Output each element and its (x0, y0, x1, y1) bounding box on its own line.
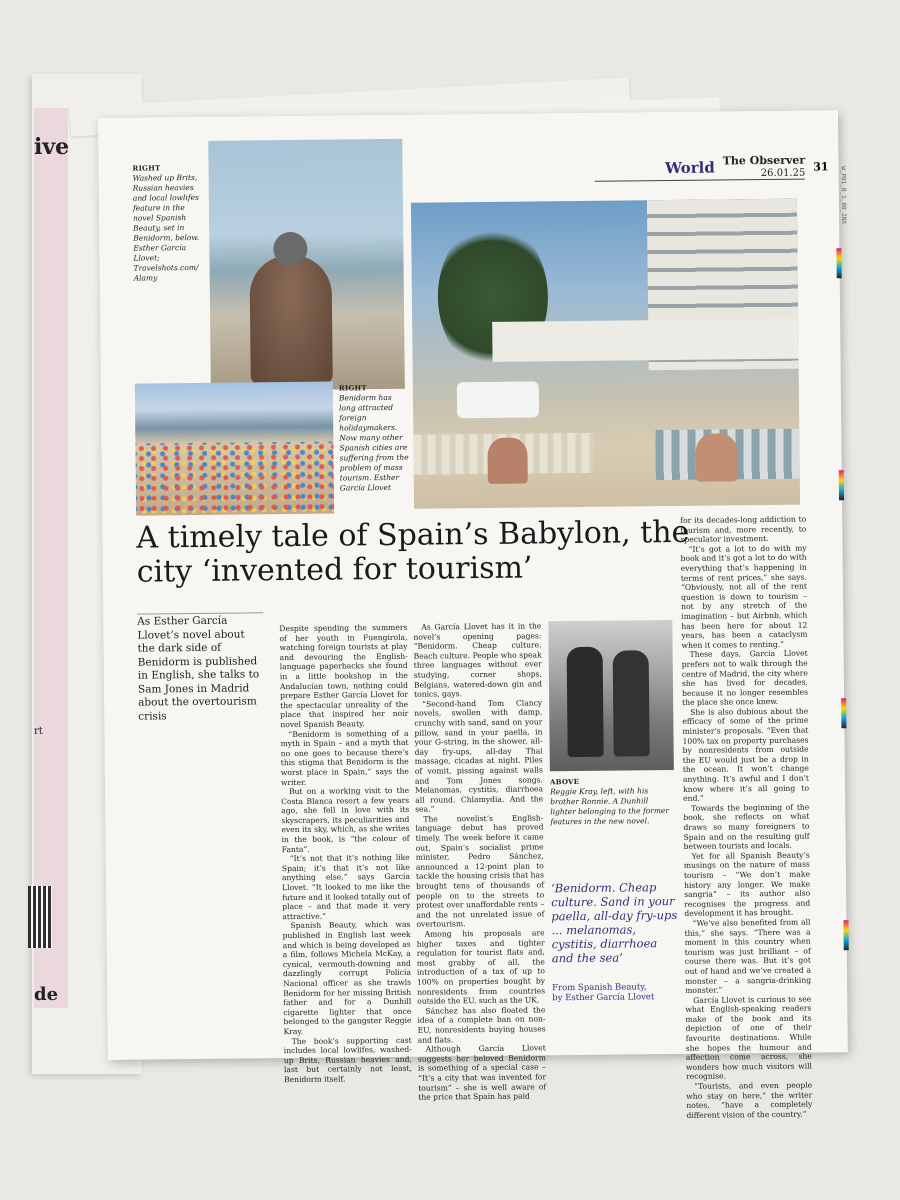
masthead (723, 154, 806, 180)
paragraph: But on a working visit to the Costa Blanca resort a few years ago, she fell in love with its skyscrapers, its peculiarities and even its sky, which, as she writes in the book, is “the colour of Fanta”. (281, 785, 410, 854)
back-page-fragment: de (34, 984, 59, 1005)
qr-code (28, 886, 52, 948)
paragraph: “Benidorm is something of a myth in Spain – and a myth that no one goes to because there’s this stigma that Benidorm is the worst place in Spain,” says the writer. (280, 728, 409, 787)
back-page-fragment: rt (34, 726, 43, 737)
reggie-kray-figure (567, 647, 604, 757)
standfirst: As Esther García Llovet’s novel about the dark side of Benidorm is published in English, she talks to Sam Jones in Madrid about the overtourism crisis (137, 614, 260, 723)
paragraph: Spanish Beauty, which was published in English last week and which is being developed as a film, follows Michela McKay, a cynical, vermouth-downing and dazzlingly corrupt Policía Nacional officer as she trawls Benidorm for her missing British father and for a Dunhill cigarette lighter that once belonged to the gangster Reggie Kray. (282, 920, 412, 1037)
article-column-4 (680, 515, 812, 1121)
paragraph: “Second-hand Tom Clancy novels, swollen with damp, crunchy with sand, sand on your pillow, sand in your paella, in your G-string, in the shower, all-day fry-ups, all-day Thai massage, cicadas at night. Piles of vomit, pissing against walls and Tom Jones songs. Melanomas, cystitis, diarrhoea all round. Chlamydia. And the sea.” (414, 698, 544, 814)
issue-date: 26.01.25 (760, 167, 806, 179)
photo-caption-kray (550, 776, 675, 827)
paragraph: Despite spending the summers of her youth in Fuengirola, watching foreign tourists at play and devouring the English-language paperbacks she found in a little bookshop in the Andalucían town, nothing could prepare Esther García Llovet for the spectacular unreality of the place that inspired her noir novel Spanish Beauty. (279, 622, 409, 730)
photo-benidorm-street (411, 199, 800, 509)
paragraph: Yet for all Spanish Beauty’s musings on the nature of mass tourism – “We don’t make history any longer. We make sangria” – its author also recognises the progress and development it has brought. (683, 850, 811, 919)
paragraph: Towards the beginning of the book, she reflects on what draws so many foreigners to Spain and on the resulting gulf between tourists and locals. (683, 802, 810, 852)
pull-quote: ‘Benidorm. Cheap culture. Sand in your paella, all-day fry-ups ... melanomas, cystitis, diarrhoea and the sea’ (551, 880, 678, 966)
paragraph: Among his proposals are higher taxes and tighter regulation for tourist flats and, most grabby of all, the introduction of a tax of up to 100% on properties bought by nonresidents from countries outside the EU, such as the UK. (416, 928, 546, 1006)
pull-quote-source-prefix: From Spanish Beauty, (552, 982, 647, 994)
white-van (457, 381, 539, 418)
sunbather-figure (249, 255, 332, 386)
back-page-strip (34, 108, 68, 1008)
photo-kray-brothers (548, 620, 674, 771)
paragraph: The novelist’s English-language debut has proved timely. The week before it came out, Spain’s socialist prime minister, Pedro Sánchez, announced a 12-point plan to tackle the housing crisis that has brought tens of thousands of people on to the streets to protest over unaffordable rents – and the not unrelated issue of overtourism. (415, 813, 545, 930)
paragraph: García Llovet is curious to see what English-speaking readers make of the book and its depiction of one of their favourite destinations. While she hopes the humour and affection come across, she wonders how much visitors will recognise. (685, 994, 813, 1082)
article-column-1 (279, 623, 412, 1085)
sunbather-right (695, 433, 738, 481)
paragraph: Although García Llovet suggests her beloved Benidorm is something of a special case – “It’s a city that was invented for tourism” – she is well aware of the price that Spain has paid (417, 1043, 547, 1102)
restaurant-bar (492, 319, 798, 362)
pull-quote-source (552, 982, 678, 1003)
caption-text: Washed up Brits, Russian heavies and local lowlifes feature in the novel Spanish Beauty, set in Benidorm, below. Esther García Llovet; Travelshots.com/ Alamy (132, 172, 200, 283)
print-color-bar (836, 248, 841, 278)
paragraph: for its decades-long addiction to tourism and, more recently, to speculator investment. (680, 514, 807, 545)
umbrella-crowd (135, 442, 334, 514)
page-number: 31 (813, 159, 829, 174)
paragraph: “We’ve also benefited from all this,” she says. “There was a moment in this country when tourism was just brilliant – of course there was. But it’s got out of hand and we’ve created a monster – a sangria-drinking monster.” (684, 917, 812, 995)
sunbather-left (487, 438, 527, 484)
section-label: World (664, 158, 715, 178)
photo-caption-beach (339, 383, 410, 494)
article-column-2 (413, 621, 546, 1102)
print-color-bar (843, 920, 848, 950)
paragraph: “It’s got a lot to do with my book and it’s got a lot to do with everything that’s happening in terms of rent prices,” she says. “Obviously, not all of the rent question is down to tourism – not by any stretch of the imagination – but Airbnb, which has been here for about 12 years, has been a cataclysm when it comes to renting.” (680, 543, 808, 650)
paragraph: Sánchez has also floated the idea of a complete ban on non-EU, nonresidents buying houses and flats. (417, 1005, 546, 1045)
paragraph: These days, García Llovet prefers not to walk through the centre of Madrid, the city where she has lived for decades, because it no longer resembles the place she once knew. (681, 648, 809, 708)
photo-sunbather (208, 139, 405, 391)
photo-caption-top (132, 163, 207, 284)
pull-quote-source-author: by Esther García Llovet (552, 992, 655, 1004)
folio (664, 153, 829, 179)
paragraph: “Tourists, and even people who stay on here,” the writer notes, “have a completely different vision of the country.” (686, 1080, 813, 1120)
newspaper-page (98, 110, 848, 1120)
paragraph: She is also dubious about the efficacy of some of the prime minister’s proposals. “Even that 100% tax on property purchases by nonresidents from outside the EU would just be a drop in the ocean. It won’t change anything. It’s awful and I don’t know where it’s all going to end.” (682, 706, 810, 804)
print-color-bar (841, 698, 846, 728)
caption-lead: ABOVE (549, 776, 580, 787)
paragraph: As García Llovet has it in the novel’s opening pages: “Benidorm. Cheap culture. Beach culture. People who speak three languages without ever studying, corner shops, Belgians, watered-down gin and tonics, gays. (413, 621, 542, 699)
print-code: W_P01_B_1_80_2NX (839, 166, 848, 225)
paragraph: The book’s supporting cast includes local lowlifes, washed-up Brits, Russian heavies and, last but certainly not least, Benidorm itself. (283, 1035, 413, 1085)
caption-lead: RIGHT (338, 383, 367, 393)
paragraph: “It’s not that it’s nothing like Spain; it’s that it’s not like anything else,” says García Llovet. “It looked to me like the future and it looked totally out of place – and that made it very attractive.” (281, 853, 411, 921)
ronnie-kray-figure (613, 650, 650, 756)
photo-beach-crowd (135, 382, 334, 516)
print-color-bar (839, 470, 844, 500)
caption-text: Benidorm has long attracted foreign holidaymakers. Now many other Spanish cities are suffering from the problem of mass tourism. Esther García Llovet (338, 392, 409, 493)
paper-name: The Observer (722, 153, 806, 167)
sunbather-head (273, 232, 307, 266)
back-page-fragment: ive (34, 134, 70, 160)
caption-lead: RIGHT (132, 163, 161, 173)
headline: A timely tale of Spain’s Babylon, the city ‘invented for tourism’ (136, 514, 690, 590)
caption-text: Reggie Kray, left, with his brother Ronnie. A Dunhill lighter belonging to the former features in the new novel. (550, 786, 669, 827)
